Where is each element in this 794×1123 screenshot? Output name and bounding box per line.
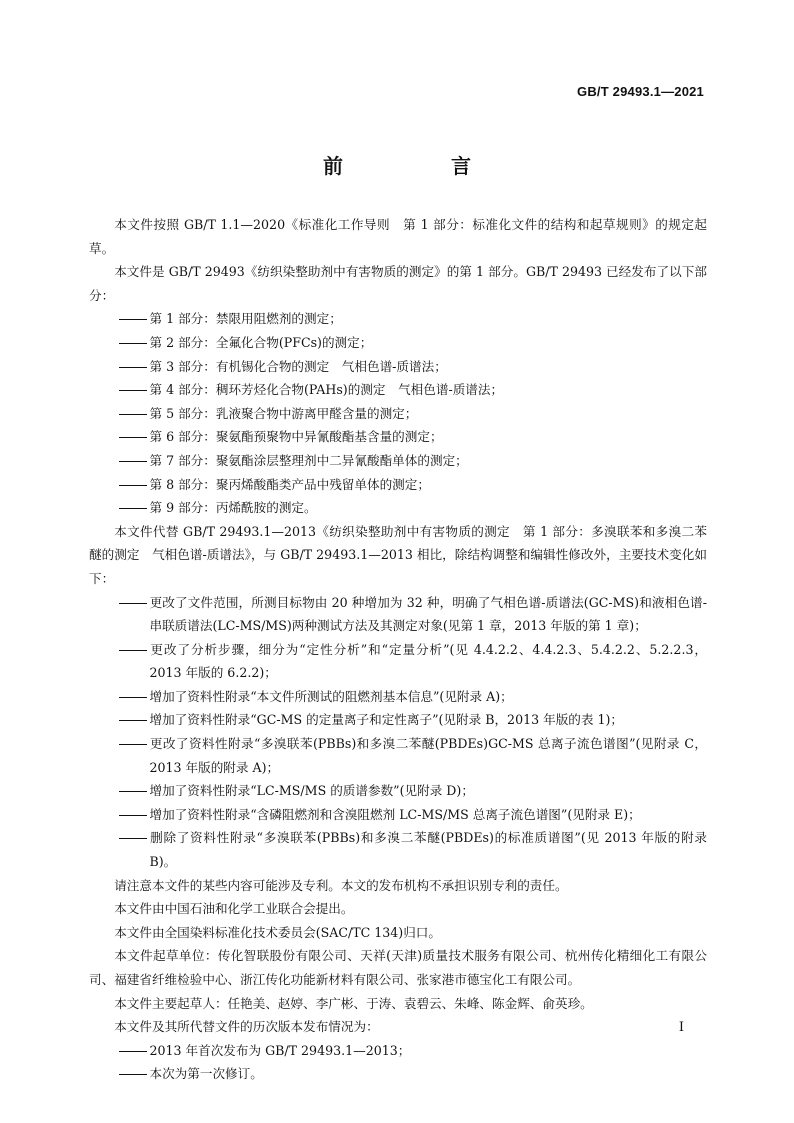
dash-bullet [119, 1039, 149, 1063]
change-text: 删除了资料性附录“多溴联苯(PBBs)和多溴二苯醚(PBDEs)的标准质谱图”(见 2013 年版的附录 B)。 [149, 830, 707, 870]
part-list-item [89, 449, 707, 473]
part-list-item [89, 355, 707, 379]
dash-bullet [119, 685, 149, 709]
paragraph-patent-notice: 请注意本文件的某些内容可能涉及专利。本文的发布机构不承担识别专利的责任。 [114, 877, 568, 893]
history-text: 本次为第一次修订。 [149, 1066, 263, 1082]
part-text: 第 7 部分：聚氨酯涂层整理剂中二异氰酸酯单体的测定； [149, 452, 468, 468]
part-list-item [89, 473, 707, 497]
change-text: 增加了资料性附录“本文件所测试的阻燃剂基本信息”(见附录 A)； [149, 688, 513, 704]
part-text: 第 4 部分：稠环芳烃化合物(PAHs)的测定 气相色谱-质谱法； [149, 382, 504, 398]
standard-code: GB/T 29493.1—2021 [577, 84, 704, 99]
paragraph-drafting-rules: 本文件按照 GB/T 1.1—2020《标准化工作导则 第 1 部分：标准化文件的结构和起草规则》的规定起草。 [89, 217, 707, 256]
change-list-item [89, 685, 707, 709]
change-text: 更改了分析步骤，细分为“定性分析”和“定量分析”(见 4.4.2.2、4.4.2.3、5.4.2.2、5.2.2.3，2013 年版的 6.2.2)； [149, 641, 707, 681]
dash-bullet [119, 331, 149, 355]
dash-bullet [119, 732, 149, 756]
part-list-item [89, 425, 707, 449]
paragraph-history-intro: 本文件及其所代替文件的历次版本发布情况为： [114, 1019, 379, 1035]
part-list-item [89, 496, 707, 520]
history-list-item [89, 1039, 707, 1063]
part-text: 第 3 部分：有机锡化合物的测定 气相色谱-质谱法； [149, 358, 447, 374]
history-text: 2013 年首次发布为 GB/T 29493.1—2013； [149, 1042, 411, 1058]
change-text: 更改了文件范围，所测目标物由 20 种增加为 32 种，明确了气相色谱-质谱法(GC-MS)和液相色谱-串联质谱法(LC-MS/MS)两种测试方法及其测定对象(见第 1 章，2013 年版的第 1 章)； [149, 594, 707, 634]
change-list-item [89, 708, 707, 732]
dash-bullet [119, 402, 149, 426]
paragraph-drafters: 本文件主要起草人：任艳美、赵婷、李广彬、于涛、袁碧云、朱峰、陈金辉、俞英珍。 [114, 995, 593, 1011]
dash-bullet [119, 378, 149, 402]
dash-bullet [119, 449, 149, 473]
history-list-item [89, 1062, 707, 1086]
change-list-item [89, 591, 707, 638]
change-list-item [89, 803, 707, 827]
dash-bullet [119, 496, 149, 520]
dash-bullet [119, 708, 149, 732]
change-list-item [89, 638, 707, 685]
dash-bullet [119, 638, 149, 662]
change-list-item [89, 826, 707, 873]
part-list-item [89, 307, 707, 331]
part-list-item [89, 378, 707, 402]
paragraph-drafting-units: 本文件起草单位：传化智联股份有限公司、天祥(天津)质量技术服务有限公司、杭州传化精细化工有限公司、福建省纤维检验中心、浙江传化功能新材料有限公司、张家港市德宝化工有限公司。 [89, 948, 707, 987]
paragraph-replacement: 本文件代替 GB/T 29493.1—2013《纺织染整助剂中有害物质的测定 第 1 部分：多溴联苯和多溴二苯醚的测定 气相色谱-质谱法》，与 GB/T 29493.1—2013 相比，除结构调整和编辑性修改外，主要技术变化如下： [89, 523, 707, 586]
part-text: 第 8 部分：聚丙烯酸酯类产品中残留单体的测定； [149, 476, 430, 492]
part-text: 第 2 部分：全氟化合物(PFCs)的测定； [149, 334, 373, 350]
part-list-item [89, 402, 707, 426]
dash-bullet [119, 355, 149, 379]
change-text: 增加了资料性附录“GC-MS 的定量离子和定性离子”(见附录 B，2013 年版的表 1)； [149, 712, 624, 728]
page-number: Ⅰ [678, 1020, 684, 1035]
dash-bullet [119, 826, 149, 850]
part-text: 第 6 部分：聚氨酯预聚物中异氰酸酯基含量的测定； [149, 429, 443, 445]
dash-bullet [119, 307, 149, 331]
paragraph-proposer: 本文件由中国石油和化学工业联合会提出。 [114, 901, 354, 917]
change-text: 增加了资料性附录“含磷阻燃剂和含溴阻燃剂 LC-MS/MS 总离子流色谱图”(见附录 E)； [149, 806, 641, 822]
paragraph-series-intro: 本文件是 GB/T 29493《纺织染整助剂中有害物质的测定》的第 1 部分。GB/T 29493 已经发布了以下部分： [89, 264, 707, 303]
dash-bullet [119, 425, 149, 449]
dash-bullet [119, 591, 149, 615]
change-list-item [89, 779, 707, 803]
part-text: 第 5 部分：乳液聚合物中游离甲醛含量的测定； [149, 405, 418, 421]
paragraph-committee: 本文件由全国染料标准化技术委员会(SAC/TC 134)归口。 [114, 924, 441, 940]
change-list-item [89, 732, 707, 779]
part-text: 第 1 部分：禁限用阻燃剂的测定； [149, 311, 342, 327]
page-title: 前 言 [323, 154, 515, 178]
foreword-body [89, 213, 707, 1086]
dash-bullet [119, 473, 149, 497]
part-text: 第 9 部分：丙烯酰胺的测定。 [149, 500, 317, 516]
change-text: 更改了资料性附录“多溴联苯(PBBs)和多溴二苯醚(PBDEs)GC-MS 总离子流色谱图”(见附录 C，2013 年版的附录 A)； [149, 736, 707, 775]
dash-bullet [119, 779, 149, 803]
part-list-item [89, 331, 707, 355]
dash-bullet [119, 1062, 149, 1086]
dash-bullet [119, 803, 149, 827]
change-text: 增加了资料性附录“LC-MS/MS 的质谱参数”(见附录 D)； [149, 783, 474, 799]
